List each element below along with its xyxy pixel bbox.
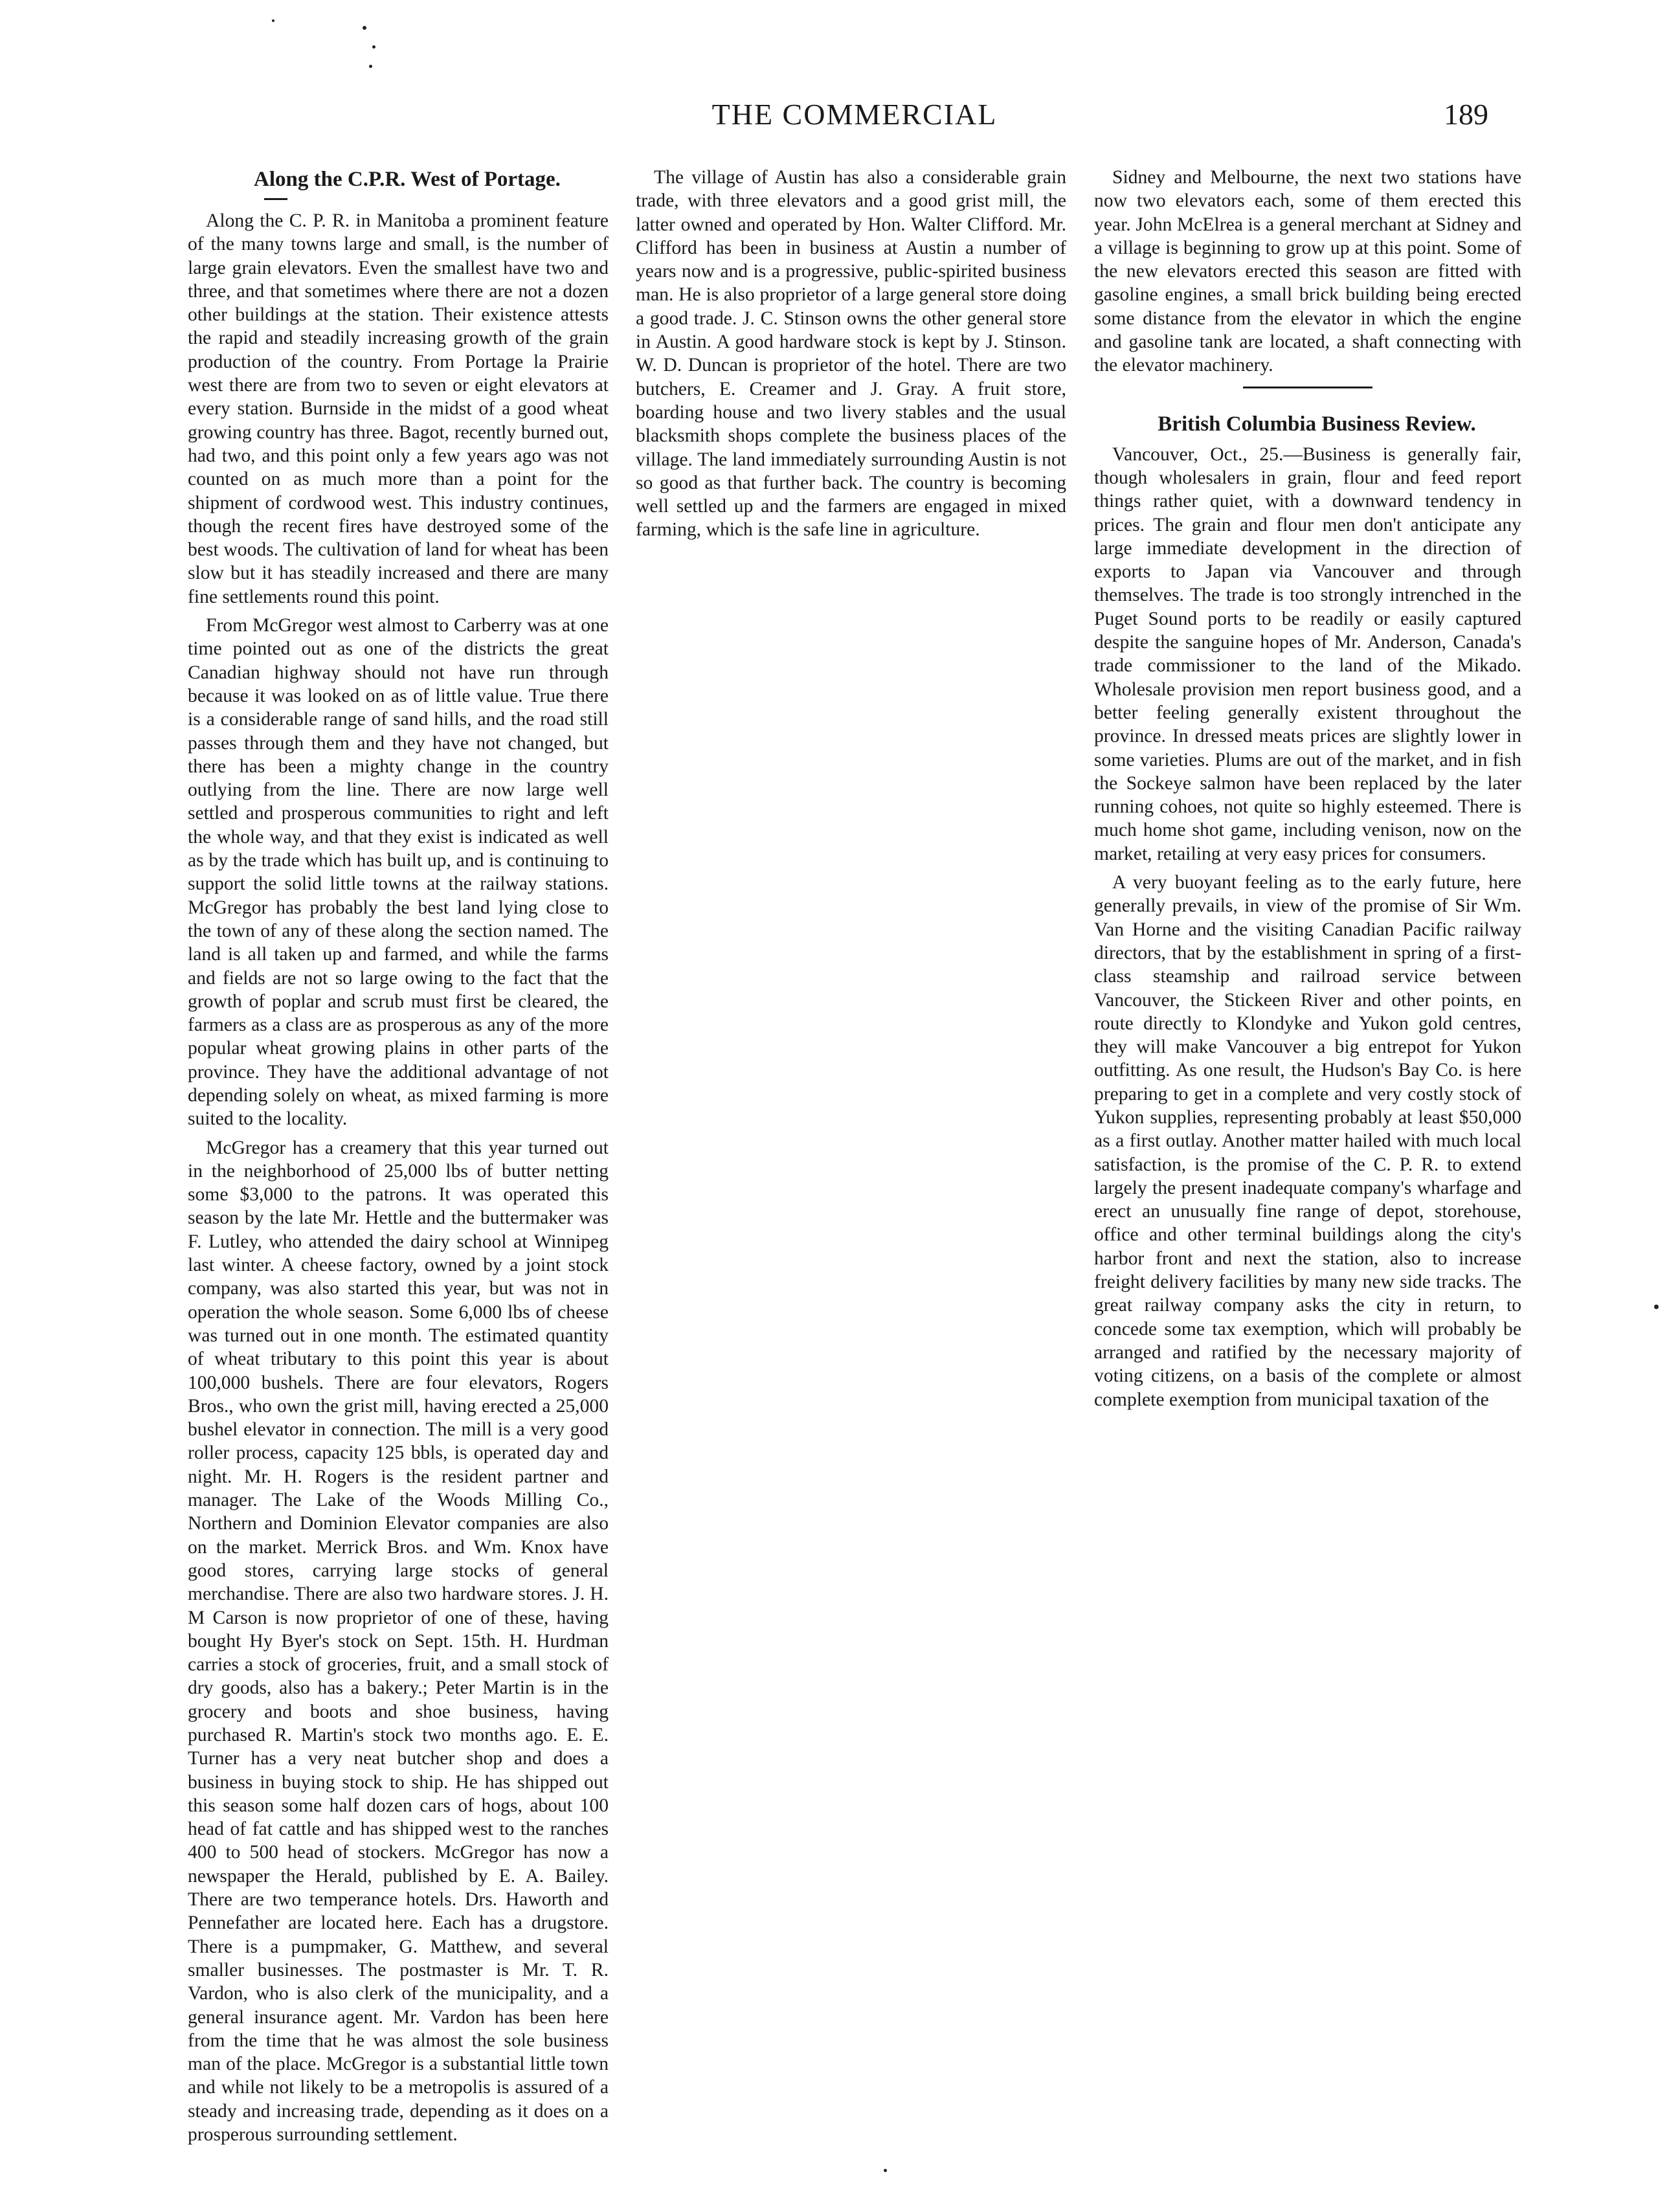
article-headline-bc: British Columbia Business Review. (1158, 412, 1476, 436)
article-paragraph: The village of Austin has also a considerable grain trade, with three elevators and a good grist mill, the latter owned and operated by Hon. Walter Clifford. Mr. Clifford has been in business at Austin a number of years now and is a progressive, public-spirited business man. He is also proprietor of a large general store doing a good trade. J. C. Stinson owns the other general store in Austin. A good hardware stock is kept by J. Stinson. W. D. Duncan is proprietor of the hotel. There are two butchers, E. Creamer and J. Gray. A fruit store, boarding house and two livery stables and the usual blacksmith shops complete the business places of the village. The land immediately surrounding Austin is not so good as that further back. The country is becoming well settled up and the farmers are engaged in mixed farming, which is the safe line in agriculture. (636, 167, 1066, 541)
scan-speck (1654, 1305, 1659, 1309)
column-3 (1094, 166, 1521, 1417)
article-paragraph: Vancouver, Oct., 25.—Business is generally fair, though wholesalers in grain, flour and feed report things rather quiet, with a downward tendency in prices. The grain and flour men don't anticipate any large immediate development in the direction of exports to Japan via Vancouver and through themselves. The trade is too strongly intrenched in the Puget Sound ports to be readily or easily captured despite the sanguine hopes of Mr. Anderson, Canada's trade commissioner to the land of the Mikado. Wholesale provision men report business good, and a better feeling generally existent throughout the province. In dressed meats prices are slightly lower in some varieties. Plums are out of the market, and in fish the Sockeye salmon have been replaced by the later running cohoes, not quite so highly esteemed. There is much home shot game, including venison, now on the market, retailing at very easy prices for consumers. (1094, 443, 1521, 864)
article-paragraph: From McGregor west almost to Carberry was at one time pointed out as one of the districts the great Canadian highway should not have run through because it was looked on as of little value. True there is a considerable range of sand hills, and the road still passes through them and they have not changed, but there has been a mighty change in the country outlying from the line. There are now large well settled and prosperous communities to right and left the whole way, and that they exist is indicated as well as by the trade which has built up, and is continuing to support the solid little towns at the railway stations. McGregor has probably the best land lying close to the town of any of these along the section named. The land is all taken up and farmed, and while the farms and fields are not so large owing to the fact that the growth of poplar and scrub must first be cleared, the farmers as a class are as prosperous as any of the more popular wheat growing plains in other parts of the province. They have the additional advantage of not depending solely on wheat, as mixed farming is more suited to the locality. (188, 615, 609, 1130)
article-headline-cpr: Along the C.P.R. West of Portage. (254, 168, 561, 191)
scan-speck (363, 26, 366, 30)
page-header (0, 97, 1680, 142)
article-paragraph: Along the C. P. R. in Manitoba a prominent feature of the many towns large and small, is the number of large grain elevators. Even the smallest have two and three, and that sometimes where there are not a dozen other buildings at the station. Their existence attests the rapid and steadily increasing growth of the grain production of the country. From Portage la Prairie west there are from two to seven or eight elevators at every station. Burnside in the midst of a good wheat growing country has three. Bagot, recently burned out, had two, and this point only a few years ago was not counted on as much more than a point for the shipment of cordwood west. This industry continues, though the recent fires have destroyed some of the best woods. The cultivation of land for wheat has been slow but it has steadily increased and there are many fine settlements round this point. (188, 210, 609, 607)
article-paragraph: A very buoyant feeling as to the early future, here generally prevails, in view of the promise of Sir Wm. Van Horne and the visiting Canadian Pacific railway directors, that by the establishment in spring of a first-class steamship and railroad service between Vancouver, the Stickeen River and other points, en route directly to Klondyke and Yukon gold centres, they will make Vancouver a big entrepot for Yukon outfitting. As one result, the Hudson's Bay Co. is here preparing to get in a complete and very costly stock of Yukon supplies, representing probably at least $50,000 as a first outlay. Another matter hailed with much local satisfaction, is the promise of the C. P. R. to extend largely the present inadequate company's wharfage and erect an unusually fine range of depot, storehouse, office and other terminal buildings along the city's harbor front and next the station, also to increase freight delivery facilities by many new side tracks. The great railway company asks the city in return, to concede some tax exemption, which will probably be arranged and ratified by the necessary majority of voting citizens, on a basis of the complete or almost complete exemption from municipal taxation of the (1094, 872, 1521, 1410)
scan-speck (369, 65, 372, 68)
scan-speck (272, 19, 274, 22)
article-paragraph: Sidney and Melbourne, the next two stations have now two elevators each, some of them erected this year. John McElrea is a general merchant at Sidney and a village is beginning to grow up at this point. Some of the new elevators erected this season are fitted with gasoline engines, a small brick building being erected some distance from the elevator in which the engine and gasoline tank are located, a shaft connecting with the elevator machinery. (1094, 167, 1521, 376)
article-paragraph: McGregor has a creamery that this year turned out in the neighborhood of 25,000 lbs of butter netting some $3,000 to the patrons. It was operated this season by the late Mr. Hettle and the buttermaker was F. Lutley, who attended the dairy school at Winnipeg last winter. A cheese factory, owned by a joint stock company, was also started this year, but was not in operation the whole season. Some 6,000 lbs of cheese was turned out in one month. The estimated quantity of wheat tributary to this point this year is about 100,000 bushels. There are four elevators, Rogers Bros., who own the grist mill, having erected a 25,000 bushel elevator in connection. The mill is a very good roller process, capacity 125 bbls, is operated day and night. Mr. H. Rogers is the resident partner and manager. The Lake of the Woods Milling Co., Northern and Dominion Elevator companies are also on the market. Merrick Bros. and Wm. Knox have good stores, carrying large stocks of general merchandise. There are also two hardware stores. J. H. M Carson is now proprietor of one of these, having bought Hy Byer's stock on Sept. 15th. H. Hurdman carries a stock of groceries, fruit, and a small stock of dry goods, also has a bakery.; Peter Martin is in the grocery and boots and shoe business, having purchased R. Martin's stock two months ago. E. E. Turner has a very neat butcher shop and does a business in buying stock to ship. He has shipped out this season some half dozen cars of hogs, about 100 head of fat cattle and has shipped west to the ranches 400 to 500 head of stockers. McGregor has now a newspaper the Herald, published by E. A. Bailey. There are two temperance hotels. Drs. Haworth and Pennefather are located here. Each has a drugstore. There is a pumpmaker, G. Matthew, and several smaller businesses. The postmaster is Mr. T. R. Vardon, who is also clerk of the municipality, and a general insurance agent. Mr. Vardon has been here from the time that he was almost the sole business man of the place. McGregor is a substantial little town and while not likely to be a metropolis is assured of a steady and increasing trade, depending as it does on a prosperous surrounding settlement. (188, 1137, 609, 2146)
journal-title: THE COMMERCIAL (711, 98, 998, 131)
headline-dash (264, 198, 287, 200)
scan-speck (372, 45, 375, 49)
section-divider (1243, 387, 1372, 388)
column-2 (636, 166, 1066, 547)
scan-speck (884, 2169, 887, 2172)
column-1 (188, 166, 609, 2151)
page-number: 189 (1444, 98, 1488, 131)
